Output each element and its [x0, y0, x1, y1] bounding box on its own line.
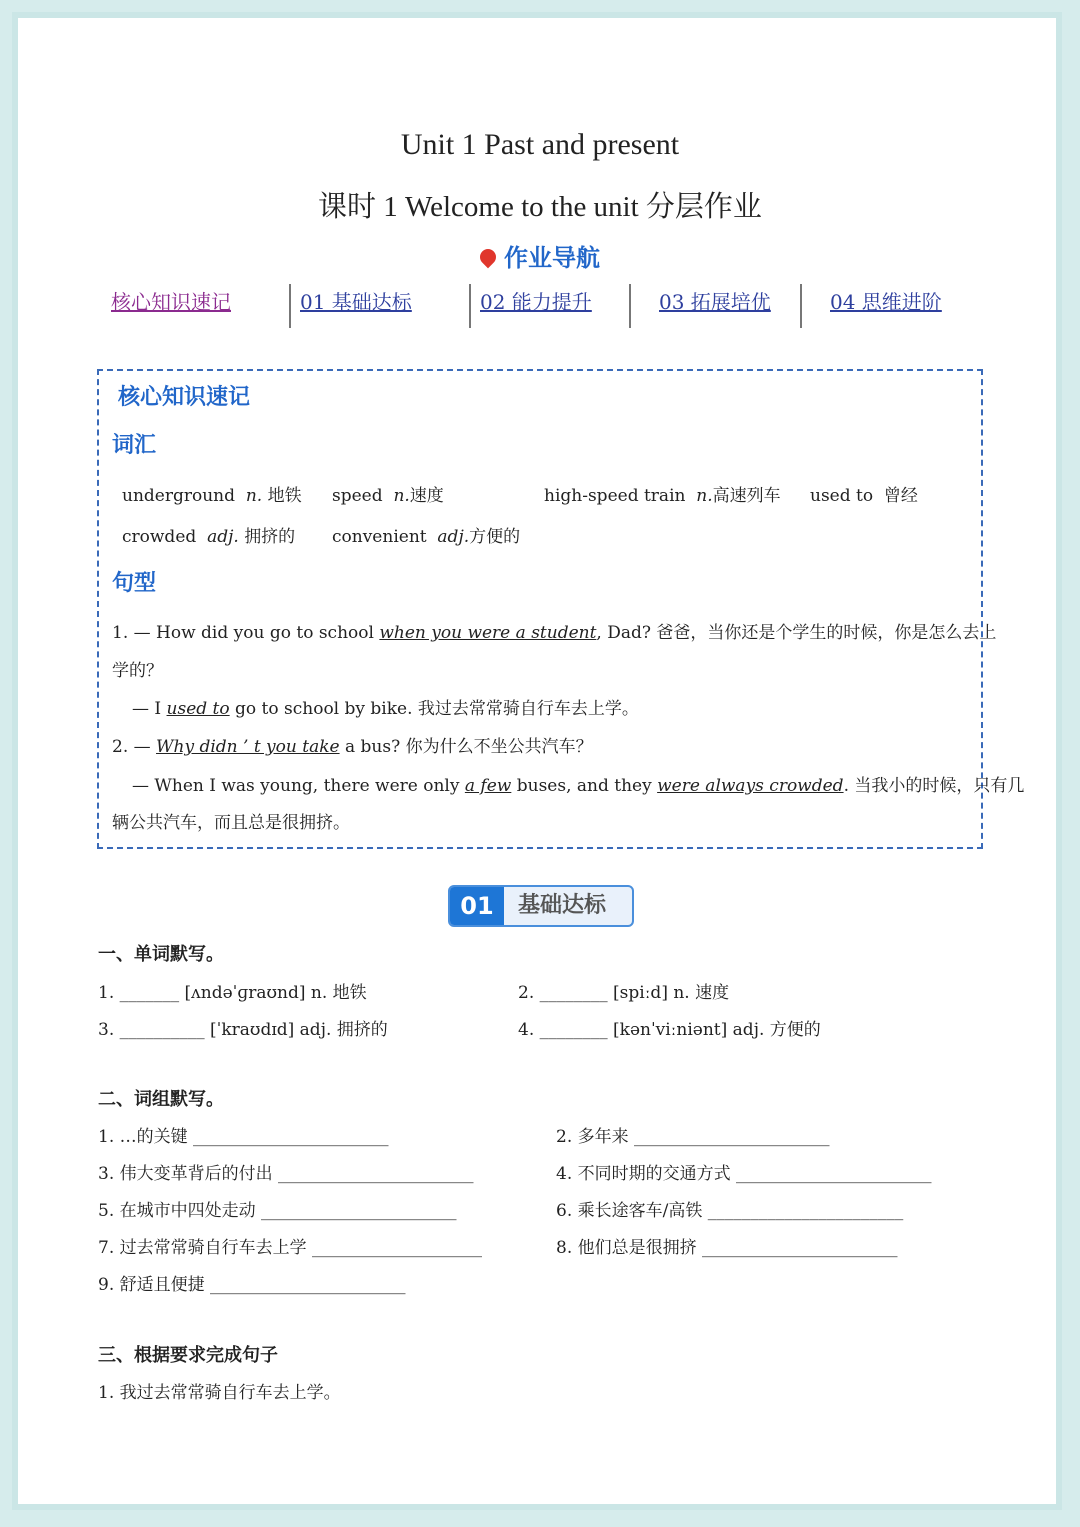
phrase-item: 8. 他们总是很拥挤 _______________________: [556, 1238, 898, 1258]
lesson-subtitle: 课时 1 Welcome to the unit 分层作业: [318, 191, 762, 223]
nav-link-core[interactable]: 核心知识速记: [111, 290, 231, 314]
section-badge: [448, 885, 634, 927]
sentence-task-item: 1. 我过去常常骑自行车去上学。: [98, 1383, 341, 1403]
sentence-line: 1. — How did you go to school when you were a student, Dad? 爸爸，当你还是个学生的时候，你是怎么去上: [112, 623, 997, 643]
vocab-item: speed n.速度: [332, 486, 444, 506]
nav-heading-text: 作业导航: [504, 244, 600, 272]
unit-title: Unit 1 Past and present: [400, 128, 680, 161]
sentence-line: — When I was young, there were only a few buses, and they were always crowded. 当我小的时候，只有几: [132, 776, 1025, 796]
core-heading: 核心知识速记: [118, 385, 251, 410]
nav-link-03[interactable]: 03 拓展培优: [659, 290, 771, 314]
vocab-item: high-speed train n.高速列车: [544, 486, 781, 506]
vocab-item: convenient adj.方便的: [332, 527, 521, 547]
phrase-item: 4. 不同时期的交通方式 _______________________: [556, 1164, 932, 1184]
part3-heading: 三、根据要求完成句子: [98, 1345, 278, 1366]
sentence-line: 学的？: [112, 661, 163, 681]
nav-link-04[interactable]: 04 思维进阶: [830, 290, 942, 314]
vocab-heading: 词汇: [112, 433, 157, 458]
phrase-item: 5. 在城市中四处走动 _______________________: [98, 1201, 457, 1221]
nav-divider: [800, 284, 802, 328]
phrase-item: 2. 多年来 _______________________: [556, 1127, 830, 1147]
badge-number: 01: [450, 887, 504, 925]
sentence-line: — I used to go to school by bike. 我过去常常骑自行车去上学。: [132, 699, 639, 719]
word-dictation-item: 4. ________ [kənˈviːniənt] adj. 方便的: [518, 1020, 821, 1040]
nav-divider: [289, 284, 291, 328]
part1-heading: 一、单词默写。: [98, 944, 224, 965]
nav-divider: [469, 284, 471, 328]
badge-label: 基础达标: [518, 893, 607, 918]
nav-link-01[interactable]: 01 基础达标: [300, 290, 412, 314]
sentence-heading: 句型: [112, 571, 157, 596]
sentence-line: 辆公共汽车，而且总是很拥挤。: [112, 813, 350, 833]
phrase-item: 9. 舒适且便捷 _______________________: [98, 1275, 406, 1295]
location-pin-icon: [477, 246, 500, 269]
vocab-item: crowded adj. 拥挤的: [122, 527, 296, 547]
part2-heading: 二、词组默写。: [98, 1089, 224, 1110]
word-dictation-item: 2. ________ [spiːd] n. 速度: [518, 983, 730, 1003]
vocab-item: used to 曾经: [810, 486, 918, 506]
sentence-line: 2. — Why didn ’ t you take a bus? 你为什么不坐公共汽车？: [112, 737, 593, 757]
nav-heading: [0, 238, 1080, 273]
phrase-item: 1. …的关键 _______________________: [98, 1127, 389, 1147]
nav-divider: [629, 284, 631, 328]
vocab-item: underground n. 地铁: [122, 486, 302, 506]
phrase-item: 3. 伟大变革背后的付出 _______________________: [98, 1164, 474, 1184]
nav-link-02[interactable]: 02 能力提升: [480, 290, 592, 314]
phrase-item: 7. 过去常常骑自行车去上学 ____________________: [98, 1238, 483, 1258]
phrase-item: 6. 乘长途客车/高铁 _______________________: [556, 1201, 904, 1221]
word-dictation-item: 3. __________ [ˈkraʊdɪd] adj. 拥挤的: [98, 1020, 388, 1040]
word-dictation-item: 1. _______ [ʌndəˈɡraʊnd] n. 地铁: [98, 983, 367, 1003]
